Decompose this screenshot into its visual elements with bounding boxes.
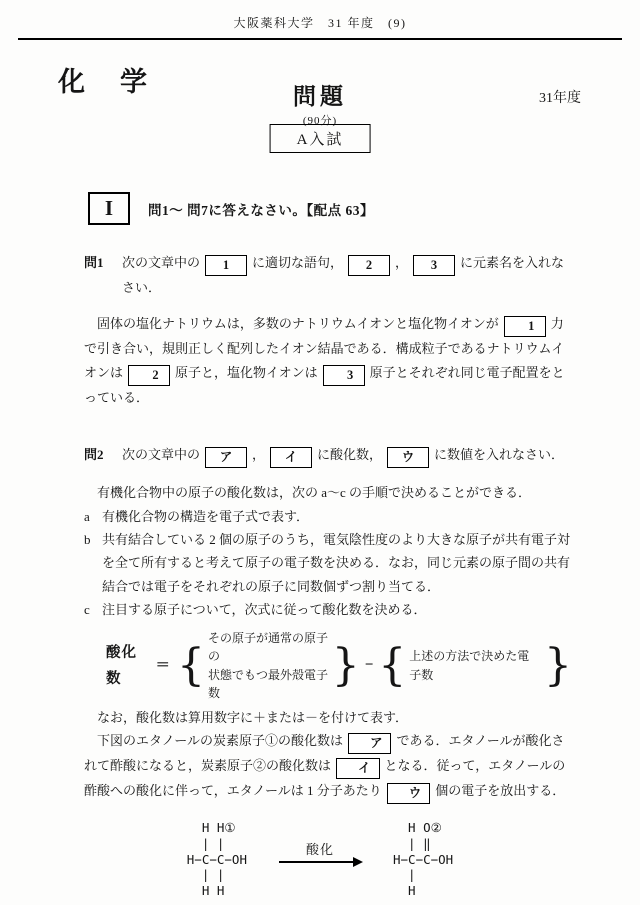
oxidation-number-formula — [106, 629, 572, 703]
operand-line: その原子が通常の原子の — [208, 630, 329, 664]
text-segment: となる．従って，エタノールの酢酸への酸化に伴って，エタノールは 1 分子あたり — [84, 758, 566, 799]
formula-operand-1 — [208, 629, 329, 703]
minus-sign: − — [364, 657, 374, 674]
text-segment: 下図のエタノールの炭素原子①の酸化数は — [97, 733, 343, 749]
formula-lhs: 酸化数 — [106, 644, 137, 687]
structure-line: | | — [186, 867, 225, 883]
arrow-label: 酸化 — [305, 842, 334, 858]
text-segment: に元素名を入れなさい． — [122, 255, 565, 295]
answer-blank-1: 1 — [205, 255, 247, 276]
duration-label: (90分) — [302, 115, 338, 127]
section-1-header — [88, 192, 640, 225]
operand-line: 上述の方法で決めた電子数 — [409, 649, 530, 682]
text-segment: 固体の塩化ナトリウムは，多数のナトリウムイオンと塩化物イオンが — [97, 316, 499, 332]
open-brace: { — [177, 640, 206, 691]
equals-sign: ＝ — [155, 657, 171, 674]
text-segment: 原子と，塩化物イオンは — [175, 364, 318, 380]
answer-blank-3: 3 — [323, 365, 365, 386]
masthead — [55, 54, 585, 166]
answer-blank-a: ア — [348, 733, 392, 754]
structure-line: H — [393, 882, 416, 898]
text-segment: に適切な語句， — [252, 255, 344, 270]
close-brace: } — [543, 640, 572, 691]
section-instruction: 問1～ 問7に答えなさい。【配点 63】 — [148, 202, 374, 218]
text-segment: ， — [252, 447, 266, 463]
answer-blank-1: 1 — [504, 316, 546, 337]
q1-label: 問1 — [84, 255, 104, 270]
step-c-text: 注目する原子について，次式に従って酸化数を決める． — [102, 602, 427, 618]
structure-line: | — [393, 867, 416, 883]
running-header: 大阪薬科大学 31 年度 (9) — [233, 16, 407, 30]
text-segment: 原子とそれぞれ同じ電子配置をとっている． — [84, 364, 565, 405]
q2-note: なお，酸化数は算用数字に＋または－を付けて表す． — [97, 709, 408, 725]
structure-line: H O② — [393, 820, 442, 836]
open-brace: { — [378, 640, 407, 691]
step-b-text: 共有結合している 2 個の原子のうち，電気陰性度のより大きな原子が共有電子対を全て所有すると考えて原子の電子数を決める．なお，同じ元素の原子間の共有結合では電子をそれぞれの原子に同数個ずつ割り当てる． — [102, 531, 571, 594]
header-rule — [18, 38, 622, 40]
right-arrow-icon — [279, 861, 361, 863]
answer-blank-3: 3 — [413, 255, 455, 276]
q1-heading-text — [122, 251, 572, 299]
question-1 — [84, 251, 572, 409]
step-a — [84, 505, 572, 528]
structure-line: | | — [186, 835, 225, 851]
answer-blank-2: 2 — [348, 255, 390, 276]
step-b — [84, 528, 572, 598]
text-segment: 個の電子を放出する． — [435, 783, 566, 799]
text-segment: に数値を入れなさい． — [434, 447, 565, 463]
subject-title: 化 学 — [58, 67, 151, 97]
q2-paragraph — [84, 729, 572, 804]
title-wrap — [55, 78, 585, 128]
answer-blank-u: ウ — [387, 783, 431, 804]
year-label: 31年度 — [539, 91, 581, 106]
acetic-acid-structure — [393, 820, 453, 898]
structure-line: H H — [186, 882, 225, 898]
q1-heading — [84, 251, 572, 299]
exam-type-box: A入試 — [270, 124, 371, 153]
q2-body — [84, 481, 572, 804]
close-brace: } — [331, 640, 360, 691]
answer-blank-a: ア — [205, 447, 247, 468]
page-title: 問題 — [293, 84, 347, 109]
step-c-label: c — [84, 602, 90, 618]
q2-heading — [84, 443, 572, 468]
structure-line: | ‖ — [393, 835, 431, 851]
step-b-label: b — [84, 531, 91, 547]
text-segment: 次の文章中の — [122, 255, 201, 270]
answer-blank-i: イ — [270, 447, 312, 468]
text-segment: に酸化数， — [317, 447, 383, 463]
section-numeral-box: I — [88, 192, 130, 225]
answer-blank-i: イ — [336, 758, 380, 779]
structure-line: H−C−C−OH — [393, 851, 454, 867]
text-segment: 次の文章中の — [122, 447, 201, 463]
step-a-label: a — [84, 508, 90, 524]
answer-blank-u: ウ — [387, 447, 429, 468]
formula-operand-2 — [409, 647, 541, 684]
text-segment: ， — [395, 255, 409, 270]
question-2 — [84, 443, 572, 804]
text-segment: である．エタノールが酸化されて酢酸になると，炭素原子②の酸化数は — [84, 733, 565, 774]
q2-label: 問2 — [84, 447, 104, 463]
q2-intro: 有機化合物中の原子の酸化数は，次の a～c の手順で決めることができる． — [97, 485, 532, 501]
step-a-text: 有機化合物の構造を電子式で表す． — [102, 508, 309, 524]
step-c — [84, 598, 572, 621]
text-segment: 力で引き合い，規則正しく配列したイオン結晶である．構成粒子であるナトリウムイオンは — [84, 316, 565, 380]
operand-line: 状態でもつ最外殻電子数 — [208, 667, 329, 701]
q1-paragraph — [84, 312, 572, 409]
answer-blank-2: 2 — [128, 365, 170, 386]
structure-line: H−C−C−OH — [186, 851, 247, 867]
reaction-diagram — [0, 820, 640, 898]
ethanol-structure — [187, 820, 247, 898]
structure-line: H H① — [186, 820, 236, 836]
page-top — [0, 0, 640, 40]
oxidation-arrow-group — [279, 839, 361, 879]
q2-heading-text — [122, 443, 572, 468]
